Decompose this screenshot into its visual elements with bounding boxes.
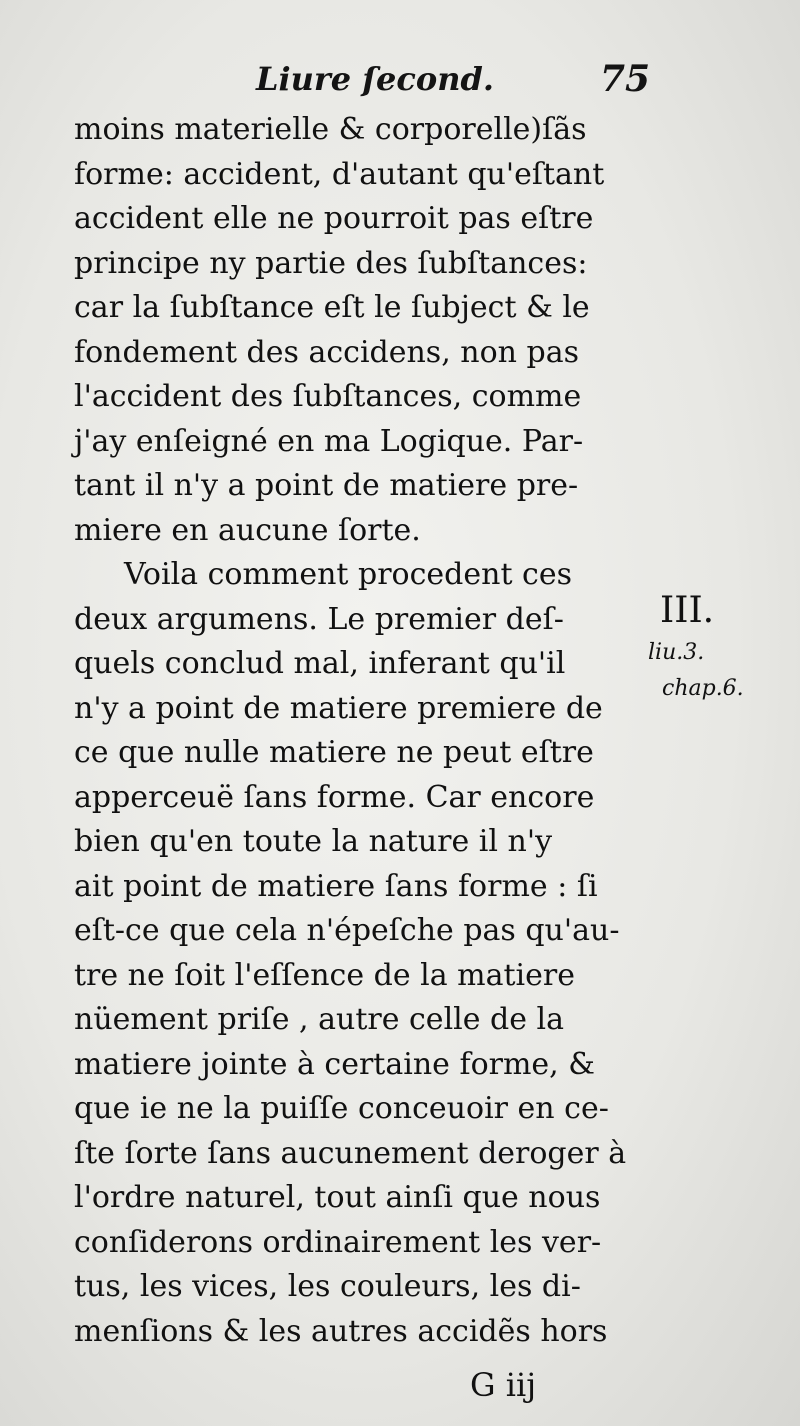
text-line: tant il n'y a point de matiere pre- <box>74 468 579 503</box>
text-line: tus, les vices, les couleurs, les di- <box>74 1269 581 1304</box>
text-line: nüement priſe , autre celle de la <box>74 1002 565 1037</box>
text-line: j'ay enſeigné en ma Logique. Par- <box>74 423 584 459</box>
text-line: conſiderons ordinairement les ver- <box>74 1224 602 1260</box>
margin-section-number: III. <box>660 590 715 631</box>
margin-reference-chapter: chap.6. <box>662 676 744 701</box>
text-line: fondement des accidens, non pas <box>74 334 580 370</box>
text-line: menſions & les autres accidẽs hors <box>74 1313 608 1349</box>
text-line: l'ordre naturel, tout ainſi que nous <box>74 1180 601 1215</box>
margin-reference-book: liu.3. <box>648 640 705 665</box>
text-line: ait point de matiere ſans forme : ſi <box>74 868 598 904</box>
text-line: tre ne ſoit l'eſſence de la matiere <box>74 957 575 993</box>
text-line: principe ny partie des ſubſtances: <box>74 245 588 281</box>
text-line: n'y a point de matiere premiere de <box>74 690 603 726</box>
text-line: matiere jointe à certaine forme, & <box>74 1046 595 1082</box>
text-line: ſte ſorte ſans aucunement deroger à <box>74 1135 627 1171</box>
text-line: quels conclud mal, inferant qu'il <box>74 646 566 681</box>
text-line: car la ſubſtance eſt le ſubject & le <box>74 290 590 325</box>
signature-mark: G iij <box>470 1366 537 1404</box>
text-line: accident elle ne pourroit pas eſtre <box>74 201 594 236</box>
text-line: apperceuë ſans forme. Car encore <box>74 779 595 815</box>
text-line: forme: accident, d'autant qu'eſtant <box>74 156 605 192</box>
text-line: moins materielle & corporelle)ſãs <box>74 112 587 147</box>
text-line: ce que nulle matiere ne peut eſtre <box>74 735 594 770</box>
running-title: Liure ſecond. <box>256 60 495 98</box>
text-line: miere en aucune ſorte. <box>74 512 421 548</box>
page-number: 75 <box>600 58 651 100</box>
text-line: eſt-ce que cela n'épeſche pas qu'au- <box>74 913 620 948</box>
text-line: bien qu'en toute la nature il n'y <box>74 824 553 859</box>
paragraph-start-line: Voila comment procedent ces <box>124 557 572 592</box>
text-line: que ie ne la puiſſe conceuoir en ce- <box>74 1091 609 1126</box>
body-text <box>74 108 654 1354</box>
text-line: l'accident des ſubſtances, comme <box>74 379 582 414</box>
text-line: deux argumens. Le premier deſ- <box>74 601 564 637</box>
